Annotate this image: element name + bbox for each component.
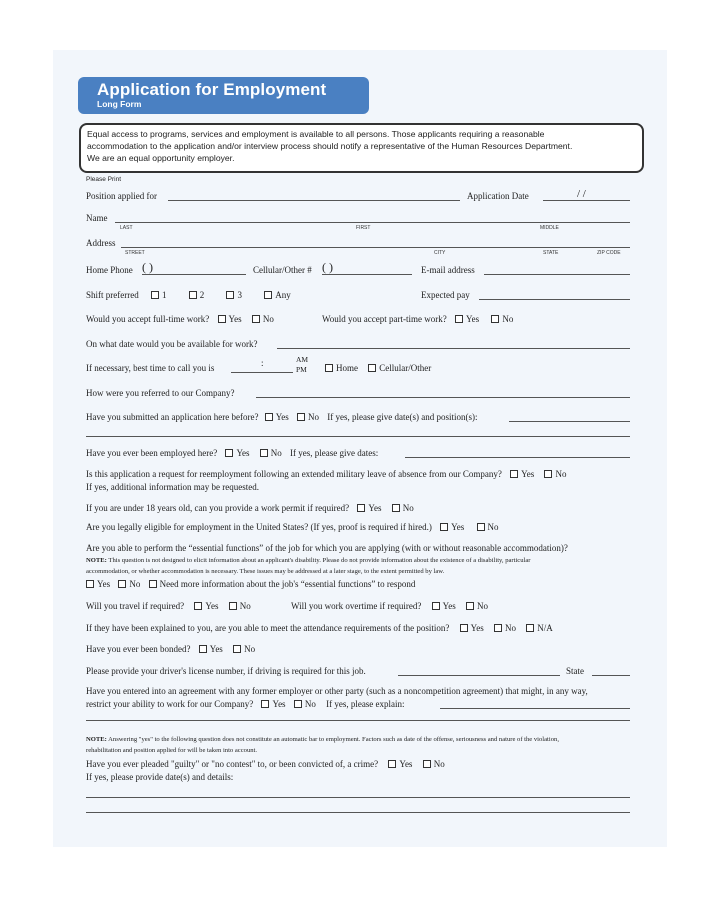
name-last-caption: LAST [120, 225, 133, 231]
license-field[interactable] [398, 675, 560, 676]
form-title: Application for Employment [97, 80, 327, 99]
no-label: No [504, 623, 516, 633]
military-question: Is this application a request for reemployment following an extended military leave of absence from our Company? [86, 469, 502, 479]
equal-access-notice [79, 123, 644, 173]
home-phone-paren: ( ) [142, 260, 153, 274]
yes-label: Yes [368, 503, 382, 513]
license-label: Please provide your driver's license number, if driving is required for this job. [86, 666, 366, 676]
agreement-explain-field[interactable] [440, 708, 630, 709]
shift-1-checkbox[interactable] [151, 291, 159, 299]
parttime-yes-checkbox[interactable] [455, 315, 463, 323]
travel-no-checkbox[interactable] [229, 602, 237, 610]
travel-question: Will you travel if required? [86, 601, 185, 611]
license-state-field[interactable] [592, 675, 630, 676]
agreement-explain-line[interactable] [86, 720, 630, 721]
military-row [86, 469, 566, 479]
no-label: No [555, 469, 567, 479]
employed-question: Have you ever been employed here? [86, 448, 218, 458]
bonded-row [86, 644, 255, 654]
yes-label: Yes [205, 601, 219, 611]
military-no-checkbox[interactable] [544, 470, 552, 478]
address-city-caption: CITY [434, 250, 446, 256]
shift-any-label: Any [275, 290, 291, 300]
travel-yes-checkbox[interactable] [194, 602, 202, 610]
travel-row [86, 601, 251, 611]
yes-label: Yes [442, 601, 456, 611]
fulltime-no-checkbox[interactable] [252, 315, 260, 323]
no-label: No [433, 759, 445, 769]
position-field[interactable] [168, 200, 460, 201]
essential-yes-checkbox[interactable] [86, 580, 94, 588]
expected-pay-label: Expected pay [421, 290, 470, 300]
referred-field[interactable] [256, 397, 630, 398]
no-label: No [304, 699, 316, 709]
shift-2-label: 2 [199, 290, 205, 300]
parttime-row [322, 314, 513, 324]
crime-row [86, 759, 445, 769]
cell-phone-paren: ( ) [322, 260, 333, 274]
fulltime-question: Would you accept full-time work? [86, 314, 210, 324]
name-middle-caption: MIDDLE [540, 225, 559, 231]
no-label: No [476, 601, 488, 611]
employed-no-checkbox[interactable] [260, 449, 268, 457]
call-cell-label: Cellular/Other [379, 363, 432, 373]
yes-label: Yes [521, 469, 535, 479]
overtime-no-checkbox[interactable] [466, 602, 474, 610]
best-time-label: If necessary, best time to call you is [86, 363, 215, 373]
available-date-field[interactable] [277, 348, 630, 349]
am-label[interactable]: AM [296, 355, 309, 364]
agreement-no-checkbox[interactable] [294, 700, 302, 708]
crime-details-line[interactable] [86, 812, 630, 813]
yes-label: Yes [228, 314, 242, 324]
email-label: E-mail address [421, 265, 475, 275]
position-label: Position applied for [86, 191, 157, 201]
submitted-question: Have you submitted an application here before? [86, 412, 259, 422]
crime-yes-checkbox[interactable] [388, 760, 396, 768]
form-title-banner [78, 77, 369, 114]
best-time-field[interactable] [231, 372, 293, 373]
date-slashes: / / [577, 188, 586, 200]
notice-line: We are an equal opportunity employer. [87, 153, 235, 163]
no-label: No [262, 314, 274, 324]
attendance-question: If they have been explained to you, are you able to meet the attendance requirements of the position? [86, 623, 450, 633]
address-field[interactable] [121, 247, 630, 248]
shift-any-checkbox[interactable] [264, 291, 272, 299]
overtime-row [291, 601, 488, 611]
yes-label: Yes [275, 412, 289, 422]
email-field[interactable] [484, 274, 630, 275]
application-date-field[interactable] [543, 200, 630, 201]
address-street-caption: STREET [125, 250, 145, 256]
essential-note-2: accommodation, or whether accommodation is necessary. These issues may be addressed at a later stage, to the extent permitted by law. [86, 568, 445, 575]
home-phone-field[interactable] [142, 274, 246, 275]
under18-no-checkbox[interactable] [392, 504, 400, 512]
military-followup: If yes, additional information may be requested. [86, 482, 259, 492]
no-label: No [129, 579, 141, 589]
eligible-row [86, 522, 499, 532]
no-label: No [244, 644, 256, 654]
no-label: No [502, 314, 514, 324]
yes-label: Yes [272, 699, 286, 709]
essential-no-checkbox[interactable] [118, 580, 126, 588]
crime-note [86, 735, 559, 745]
shift-3-label: 3 [237, 290, 242, 300]
parttime-question: Would you accept part-time work? [322, 314, 447, 324]
agreement-question-2: restrict your ability to work for our Company? [86, 699, 254, 709]
essential-note [86, 556, 530, 566]
yes-label: Yes [470, 623, 484, 633]
submitted-no-checkbox[interactable] [297, 413, 305, 421]
attendance-yes-checkbox[interactable] [460, 624, 468, 632]
name-first-caption: FIRST [356, 225, 371, 231]
no-label: No [239, 601, 251, 611]
no-label: No [402, 503, 414, 513]
employed-dates-field[interactable] [405, 457, 630, 458]
pm-label[interactable]: PM [296, 365, 307, 374]
address-state-caption: STATE [543, 250, 559, 256]
no-label: No [308, 412, 320, 422]
notice-line: accommodation to the application and/or interview process should notify a representative of the Human Resources Department. [87, 141, 573, 151]
no-label: No [487, 522, 499, 532]
submitted-details-line[interactable] [86, 436, 630, 437]
na-label: N/A [537, 623, 553, 633]
bonded-no-checkbox[interactable] [233, 645, 241, 653]
name-field[interactable] [115, 222, 630, 223]
shift-2-checkbox[interactable] [189, 291, 197, 299]
under18-row [86, 503, 414, 513]
yes-label: Yes [399, 759, 413, 769]
application-date-label: Application Date [467, 191, 529, 201]
agreement-question: Have you entered into an agreement with any former employer or other party (such as a noncompetition agreement) that might, in any way, [86, 686, 588, 696]
bonded-question: Have you ever been bonded? [86, 644, 191, 654]
agreement-row [86, 699, 405, 709]
military-yes-checkbox[interactable] [510, 470, 518, 478]
essential-need-info-checkbox[interactable] [149, 580, 157, 588]
agreement-yes-checkbox[interactable] [261, 700, 269, 708]
submitted-details-field[interactable] [509, 421, 630, 422]
eligible-yes-checkbox[interactable] [440, 523, 448, 531]
essential-question: Are you able to perform the “essential functions” of the job for which you are applying (with or without reasonable accommodation)? [86, 543, 568, 553]
parttime-no-checkbox[interactable] [491, 315, 499, 323]
under18-yes-checkbox[interactable] [357, 504, 365, 512]
essential-options [86, 579, 415, 589]
note-text: This question is not designed to elicit information about an applicant's disability. Please do not provide information about the existence of a disability, particular [106, 557, 531, 564]
under18-question: If you are under 18 years old, can you provide a work permit if required? [86, 503, 350, 513]
employed-yes-checkbox[interactable] [225, 449, 233, 457]
fulltime-row [86, 314, 274, 324]
shift-row [86, 290, 291, 300]
referred-label: How were you referred to our Company? [86, 388, 235, 398]
note-heading: NOTE: [86, 557, 107, 564]
cell-phone-label: Cellular/Other # [253, 265, 312, 275]
overtime-yes-checkbox[interactable] [432, 602, 440, 610]
name-label: Name [86, 213, 108, 223]
crime-note-2: rehabilitation and position applied for will be taken into account. [86, 747, 258, 754]
submitted-followup: If yes, please give date(s) and position(s): [327, 412, 478, 422]
best-time-colon: : [261, 358, 264, 368]
eligible-question: Are you legally eligible for employment in the United States? (If yes, proof is required if hired.) [86, 522, 432, 532]
available-date-label: On what date would you be available for work? [86, 339, 258, 349]
agreement-followup: If yes, please explain: [326, 699, 405, 709]
call-location-row [325, 363, 431, 373]
please-print-label: Please Print [86, 176, 122, 183]
attendance-na-checkbox[interactable] [526, 624, 534, 632]
crime-details-line[interactable] [86, 797, 630, 798]
note-heading: NOTE: [86, 736, 107, 743]
expected-pay-field[interactable] [479, 299, 630, 300]
address-label: Address [86, 238, 116, 248]
bonded-yes-checkbox[interactable] [199, 645, 207, 653]
cell-phone-field[interactable] [322, 274, 412, 275]
employed-followup: If yes, please give dates: [290, 448, 379, 458]
yes-label: Yes [97, 579, 111, 589]
address-zip-caption: ZIP CODE [597, 250, 621, 256]
submitted-yes-checkbox[interactable] [265, 413, 273, 421]
yes-label: Yes [451, 522, 465, 532]
notice-line: Equal access to programs, services and employment is available to all persons. Those applicants requiring a reasonable [87, 129, 545, 139]
yes-label: Yes [209, 644, 223, 654]
overtime-question: Will you work overtime if required? [291, 601, 422, 611]
shift-label: Shift preferred [86, 290, 139, 300]
form-subtitle: Long Form [97, 99, 142, 109]
yes-label: Yes [236, 448, 250, 458]
fulltime-yes-checkbox[interactable] [218, 315, 226, 323]
attendance-no-checkbox[interactable] [494, 624, 502, 632]
shift-3-checkbox[interactable] [226, 291, 234, 299]
crime-no-checkbox[interactable] [423, 760, 431, 768]
note-text: Answering "yes" to the following question does not constitute an automatic bar to employment. Factors such as date of the offense, seriousness and nature of the violation, [106, 736, 559, 743]
employed-row [86, 448, 378, 458]
crime-followup: If yes, please provide date(s) and details: [86, 772, 234, 782]
need-info-label: Need more information about the job's “essential functions” to respond [159, 579, 416, 589]
crime-question: Have you ever pleaded "guilty" or "no contest" to, or been convicted of, a crime? [86, 759, 379, 769]
call-cell-checkbox[interactable] [368, 364, 376, 372]
attendance-row [86, 623, 553, 633]
eligible-no-checkbox[interactable] [477, 523, 485, 531]
call-home-checkbox[interactable] [325, 364, 333, 372]
home-phone-label: Home Phone [86, 265, 133, 275]
yes-label: Yes [465, 314, 480, 324]
no-label: No [270, 448, 282, 458]
shift-1-label: 1 [161, 290, 167, 300]
submitted-row [86, 412, 478, 422]
call-home-label: Home [336, 363, 358, 373]
license-state-label: State [566, 666, 584, 676]
